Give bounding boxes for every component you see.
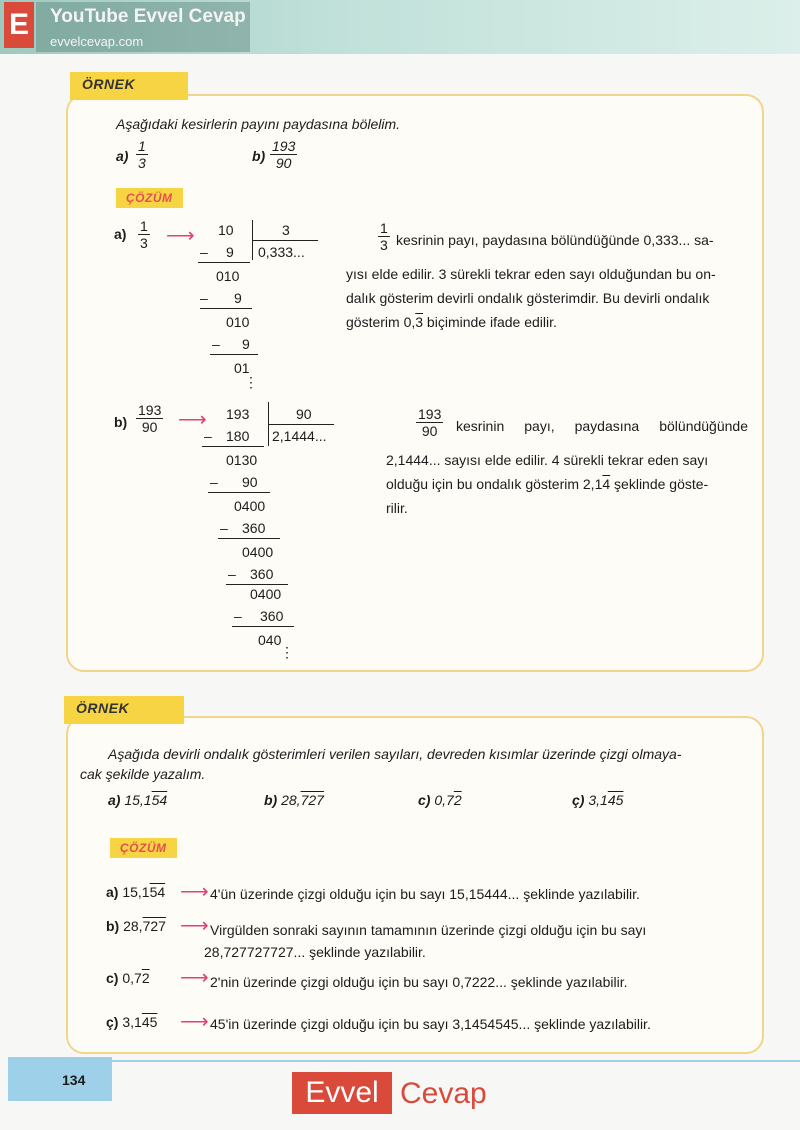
item-label: c) (418, 792, 431, 808)
item-base: 3,1 (588, 792, 608, 808)
division-a-step: 010 (216, 268, 240, 284)
arrow-right-icon: ⟶ (178, 409, 207, 431)
division-b-step: 360 (242, 520, 266, 536)
division-b-dividend: 193 (226, 406, 250, 422)
fraction-numerator: 193 (418, 406, 442, 422)
sol-a-label: a) (114, 226, 127, 242)
division-b-divisor: 90 (296, 406, 312, 422)
answer-b-text-cont: 28,727727727... şeklinde yazılabilir. (204, 944, 426, 960)
item-base: 15,1 (124, 792, 152, 808)
repeating-digits: 45 (141, 1014, 158, 1030)
example2-item-c-cedilla (572, 792, 623, 808)
fraction-numerator: 193 (272, 138, 296, 154)
footer-logo-left[interactable]: Evvel (292, 1072, 392, 1114)
answer-label: a) (106, 884, 119, 900)
division-a-step: ⋮ (244, 374, 258, 390)
repeating-digits: 54 (149, 884, 166, 900)
division-a-minus: – (200, 290, 208, 306)
answer-label: b) (106, 918, 120, 934)
item-label: a) (108, 792, 121, 808)
arrow-right-icon: ⟶ (180, 1011, 209, 1033)
sol-a-text-line: dalık gösterim devirli ondalık gösterimdir. Bu devirli ondalık (346, 290, 710, 306)
fraction-denominator: 3 (138, 155, 146, 171)
page-number-box (8, 1057, 112, 1101)
repeating-digits: 54 (151, 792, 168, 808)
sol-b-text-line: kesrinin payı, paydasına bölündüğünde (456, 418, 748, 434)
footer-logo-right[interactable]: Cevap (400, 1077, 487, 1110)
division-a-minus: – (200, 244, 208, 260)
division-a-step: 01 (234, 360, 250, 376)
division-b-rule (232, 626, 294, 627)
answer-c-cedilla-text: 45'in üzerinde çizgi olduğu için bu sayı 3,1454545... şeklinde yazılabilir. (210, 1016, 651, 1032)
division-a-bracket-line (252, 240, 318, 241)
answer-a-number (106, 880, 165, 904)
example1-b-label: b) (252, 148, 266, 164)
answer-base: 15,1 (122, 884, 150, 900)
division-a-step: 9 (234, 290, 242, 306)
division-b-rule (226, 584, 288, 585)
answer-base: 0,7 (122, 970, 142, 986)
text-part: şeklinde göste- (610, 476, 709, 492)
arrow-right-icon: ⟶ (180, 881, 209, 903)
example1-b-fraction (270, 138, 297, 171)
division-b-minus: – (220, 520, 228, 536)
division-b-bracket-line (268, 424, 334, 425)
repeating-digits: 45 (607, 792, 624, 808)
example2-instruction-line: cak şekilde yazalım. (80, 766, 206, 782)
arrow-right-icon: ⟶ (180, 967, 209, 989)
repeating-digit: 3 (415, 314, 424, 330)
fraction-numerator: 193 (138, 402, 162, 418)
division-b-step: 90 (242, 474, 258, 490)
example1-tag: ÖRNEK (70, 72, 188, 100)
arrow-right-icon: ⟶ (166, 225, 195, 247)
sol-b-fraction (136, 402, 163, 435)
repeating-digits: 727 (300, 792, 324, 808)
fraction-numerator: 1 (138, 138, 146, 154)
answer-b-number (106, 914, 166, 938)
example1-panel (66, 94, 764, 672)
division-a-quotient: 0,333... (258, 244, 305, 260)
text-part: gösterim 0, (346, 314, 416, 330)
example2-item-b (264, 792, 324, 808)
division-b-step: 360 (260, 608, 284, 624)
example1-a-fraction (136, 138, 148, 171)
division-b-rule (218, 538, 280, 539)
division-b-rule (208, 492, 270, 493)
sol-b-text-line (386, 472, 708, 496)
division-a-dividend: 10 (218, 222, 234, 238)
example1-solution-tag: ÇÖZÜM (116, 188, 183, 208)
example2-item-c (418, 792, 462, 808)
answer-c-number (106, 966, 150, 990)
repeating-digit: 4 (602, 476, 611, 492)
division-b-minus: – (210, 474, 218, 490)
division-a-step: 010 (226, 314, 250, 330)
division-a-step: 9 (242, 336, 250, 352)
division-a-divisor: 3 (282, 222, 290, 238)
answer-a-text: 4'ün üzerinde çizgi olduğu için bu sayı 15,15444... şeklinde yazılabilir. (210, 886, 640, 902)
sol-a-text-fraction (378, 220, 390, 253)
answer-base: 28, (123, 918, 143, 934)
division-b-step: 180 (226, 428, 250, 444)
fraction-denominator: 90 (421, 423, 438, 439)
sol-b-label: b) (114, 414, 128, 430)
sol-b-text-fraction (416, 406, 443, 439)
division-a-minus: – (212, 336, 220, 352)
fraction-denominator: 90 (141, 419, 158, 435)
example2-instruction-line: Aşağıda devirli ondalık gösterimleri verilen sayıları, devreden kısımlar üzerinde çizgi olmaya- (108, 746, 682, 762)
division-a-rule (198, 262, 250, 263)
answer-b-text: Virgülden sonraki sayının tamamının üzerinde çizgi olduğu için bu sayı (210, 922, 647, 938)
example2-solution-tag: ÇÖZÜM (110, 838, 177, 858)
division-b-step: 0400 (250, 586, 282, 602)
division-b-step: 360 (250, 566, 274, 582)
item-base: 28, (281, 792, 301, 808)
fraction-denominator: 3 (380, 237, 388, 253)
sol-a-text-line: kesrinin payı, paydasına bölündüğünde 0,333... sa- (396, 232, 714, 248)
division-a-rule (210, 354, 258, 355)
text-part: olduğu için bu ondalık gösterim 2,1 (386, 476, 603, 492)
brand-url[interactable]: evvelcevap.com (50, 34, 144, 49)
division-b-quotient: 2,1444... (272, 428, 327, 444)
division-b-step: 0130 (226, 452, 258, 468)
fraction-denominator: 90 (275, 155, 292, 171)
fraction-numerator: 1 (140, 218, 148, 234)
sol-b-text-line: 2,1444... sayısı elde edilir. 4 sürekli tekrar eden sayı (386, 452, 709, 468)
division-b-step: 0400 (234, 498, 266, 514)
item-label: b) (264, 792, 278, 808)
division-b-rule (202, 446, 264, 447)
division-a-step: 9 (226, 244, 234, 260)
fraction-numerator: 1 (380, 220, 388, 236)
brand-title[interactable]: YouTube Evvel Cevap (50, 6, 246, 27)
sol-a-fraction (138, 218, 150, 251)
division-a-rule (200, 308, 252, 309)
example2-tag: ÖRNEK (64, 696, 184, 724)
answer-base: 3,1 (122, 1014, 142, 1030)
division-b-step: 0400 (242, 544, 274, 560)
answer-c-text: 2'nin üzerinde çizgi olduğu için bu sayı 0,7222... şeklinde yazılabilir. (210, 974, 628, 990)
division-b-step: ⋮ (280, 644, 294, 660)
example1-a-label: a) (116, 148, 129, 164)
division-b-step: 040 (258, 632, 282, 648)
division-b-minus: – (228, 566, 236, 582)
example1-instruction: Aşağıdaki kesirlerin payını paydasına bölelim. (116, 116, 401, 132)
sol-a-text-line: yısı elde edilir. 3 sürekli tekrar eden sayı olduğundan bu on- (346, 266, 716, 282)
brand-logo-icon: E (4, 2, 34, 48)
repeating-digits: 727 (142, 918, 166, 934)
arrow-right-icon: ⟶ (180, 915, 209, 937)
item-label: ç) (572, 792, 585, 808)
answer-c-cedilla-number (106, 1010, 157, 1034)
page-number: 134 (62, 1072, 86, 1088)
example2-item-a (108, 792, 167, 808)
answer-label: c) (106, 970, 119, 986)
item-base: 0,7 (434, 792, 454, 808)
division-b-minus: – (204, 428, 212, 444)
answer-label: ç) (106, 1014, 119, 1030)
text-part: biçiminde ifade edilir. (423, 314, 557, 330)
repeating-digits: 2 (141, 970, 150, 986)
footer-rule (112, 1060, 800, 1062)
division-b-minus: – (234, 608, 242, 624)
fraction-denominator: 3 (140, 235, 148, 251)
sol-b-text-line: rilir. (386, 500, 408, 516)
repeating-digits: 2 (453, 792, 462, 808)
sol-a-text-line (346, 310, 557, 334)
